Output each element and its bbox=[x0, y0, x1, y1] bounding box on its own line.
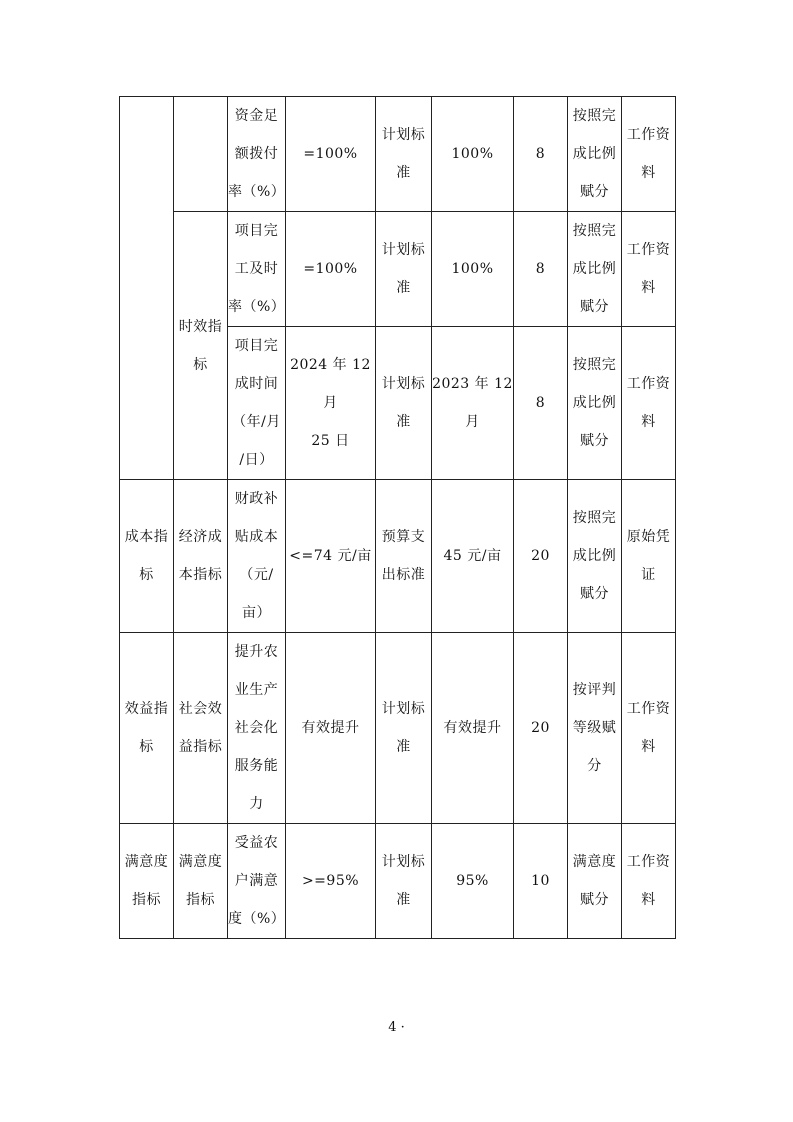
table-row bbox=[120, 212, 676, 327]
standard-cell: 计划标 准 bbox=[376, 633, 432, 824]
score-cell: 8 bbox=[514, 97, 568, 212]
actual-cell: 95% bbox=[432, 824, 514, 939]
actual-cell: 有效提升 bbox=[432, 633, 514, 824]
page-number: 4 · bbox=[388, 1020, 405, 1035]
method-cell: 按照完 成比例 赋分 bbox=[568, 212, 622, 327]
level1-cell: 满意度 指标 bbox=[120, 824, 174, 939]
level1-cell: 效益指 标 bbox=[120, 633, 174, 824]
method-cell: 按照完 成比例 赋分 bbox=[568, 97, 622, 212]
level2-cell bbox=[174, 97, 228, 212]
method-cell: 按照完 成比例 赋分 bbox=[568, 480, 622, 633]
table-row bbox=[120, 480, 676, 633]
score-cell: 20 bbox=[514, 633, 568, 824]
source-cell: 工作资 料 bbox=[622, 212, 676, 327]
indicator-cell: 财政补 贴成本 （元/ 亩） bbox=[228, 480, 286, 633]
target-cell: <=74 元/亩 bbox=[286, 480, 376, 633]
indicator-cell: 资金足 额拨付 率（%） bbox=[228, 97, 286, 212]
level2-cell: 时效指 标 bbox=[174, 212, 228, 480]
source-cell: 工作资 料 bbox=[622, 824, 676, 939]
target-cell: >=95% bbox=[286, 824, 376, 939]
method-cell: 按照完 成比例 赋分 bbox=[568, 327, 622, 480]
actual-cell: 100% bbox=[432, 212, 514, 327]
level2-cell: 经济成 本指标 bbox=[174, 480, 228, 633]
standard-cell: 计划标 准 bbox=[376, 97, 432, 212]
method-cell: 满意度 赋分 bbox=[568, 824, 622, 939]
method-cell: 按评判 等级赋 分 bbox=[568, 633, 622, 824]
indicator-cell: 提升农 业生产 社会化 服务能 力 bbox=[228, 633, 286, 824]
indicator-cell: 项目完 工及时 率（%） bbox=[228, 212, 286, 327]
target-cell: 有效提升 bbox=[286, 633, 376, 824]
source-cell: 原始凭 证 bbox=[622, 480, 676, 633]
target-cell: =100% bbox=[286, 97, 376, 212]
source-cell: 工作资 料 bbox=[622, 327, 676, 480]
standard-cell: 计划标 准 bbox=[376, 824, 432, 939]
level1-cell: 成本指 标 bbox=[120, 480, 174, 633]
target-cell: =100% bbox=[286, 212, 376, 327]
indicator-table bbox=[119, 96, 676, 939]
table-row bbox=[120, 97, 676, 212]
score-cell: 10 bbox=[514, 824, 568, 939]
table-row bbox=[120, 633, 676, 824]
level2-cell: 满意度 指标 bbox=[174, 824, 228, 939]
standard-cell: 计划标 准 bbox=[376, 212, 432, 327]
standard-cell: 计划标 准 bbox=[376, 327, 432, 480]
level1-cell bbox=[120, 97, 174, 480]
source-cell: 工作资 料 bbox=[622, 97, 676, 212]
indicator-cell: 受益农 户满意 度（%） bbox=[228, 824, 286, 939]
level2-cell: 社会效 益指标 bbox=[174, 633, 228, 824]
actual-cell: 45 元/亩 bbox=[432, 480, 514, 633]
actual-cell: 100% bbox=[432, 97, 514, 212]
score-cell: 8 bbox=[514, 212, 568, 327]
table-row bbox=[120, 824, 676, 939]
standard-cell: 预算支 出标准 bbox=[376, 480, 432, 633]
source-cell: 工作资 料 bbox=[622, 633, 676, 824]
score-cell: 8 bbox=[514, 327, 568, 480]
actual-cell: 2023 年 12 月 bbox=[432, 327, 514, 480]
indicator-cell: 项目完 成时间 （年/月 /日） bbox=[228, 327, 286, 480]
score-cell: 20 bbox=[514, 480, 568, 633]
target-cell: 2024 年 12 月 25 日 bbox=[286, 327, 376, 480]
